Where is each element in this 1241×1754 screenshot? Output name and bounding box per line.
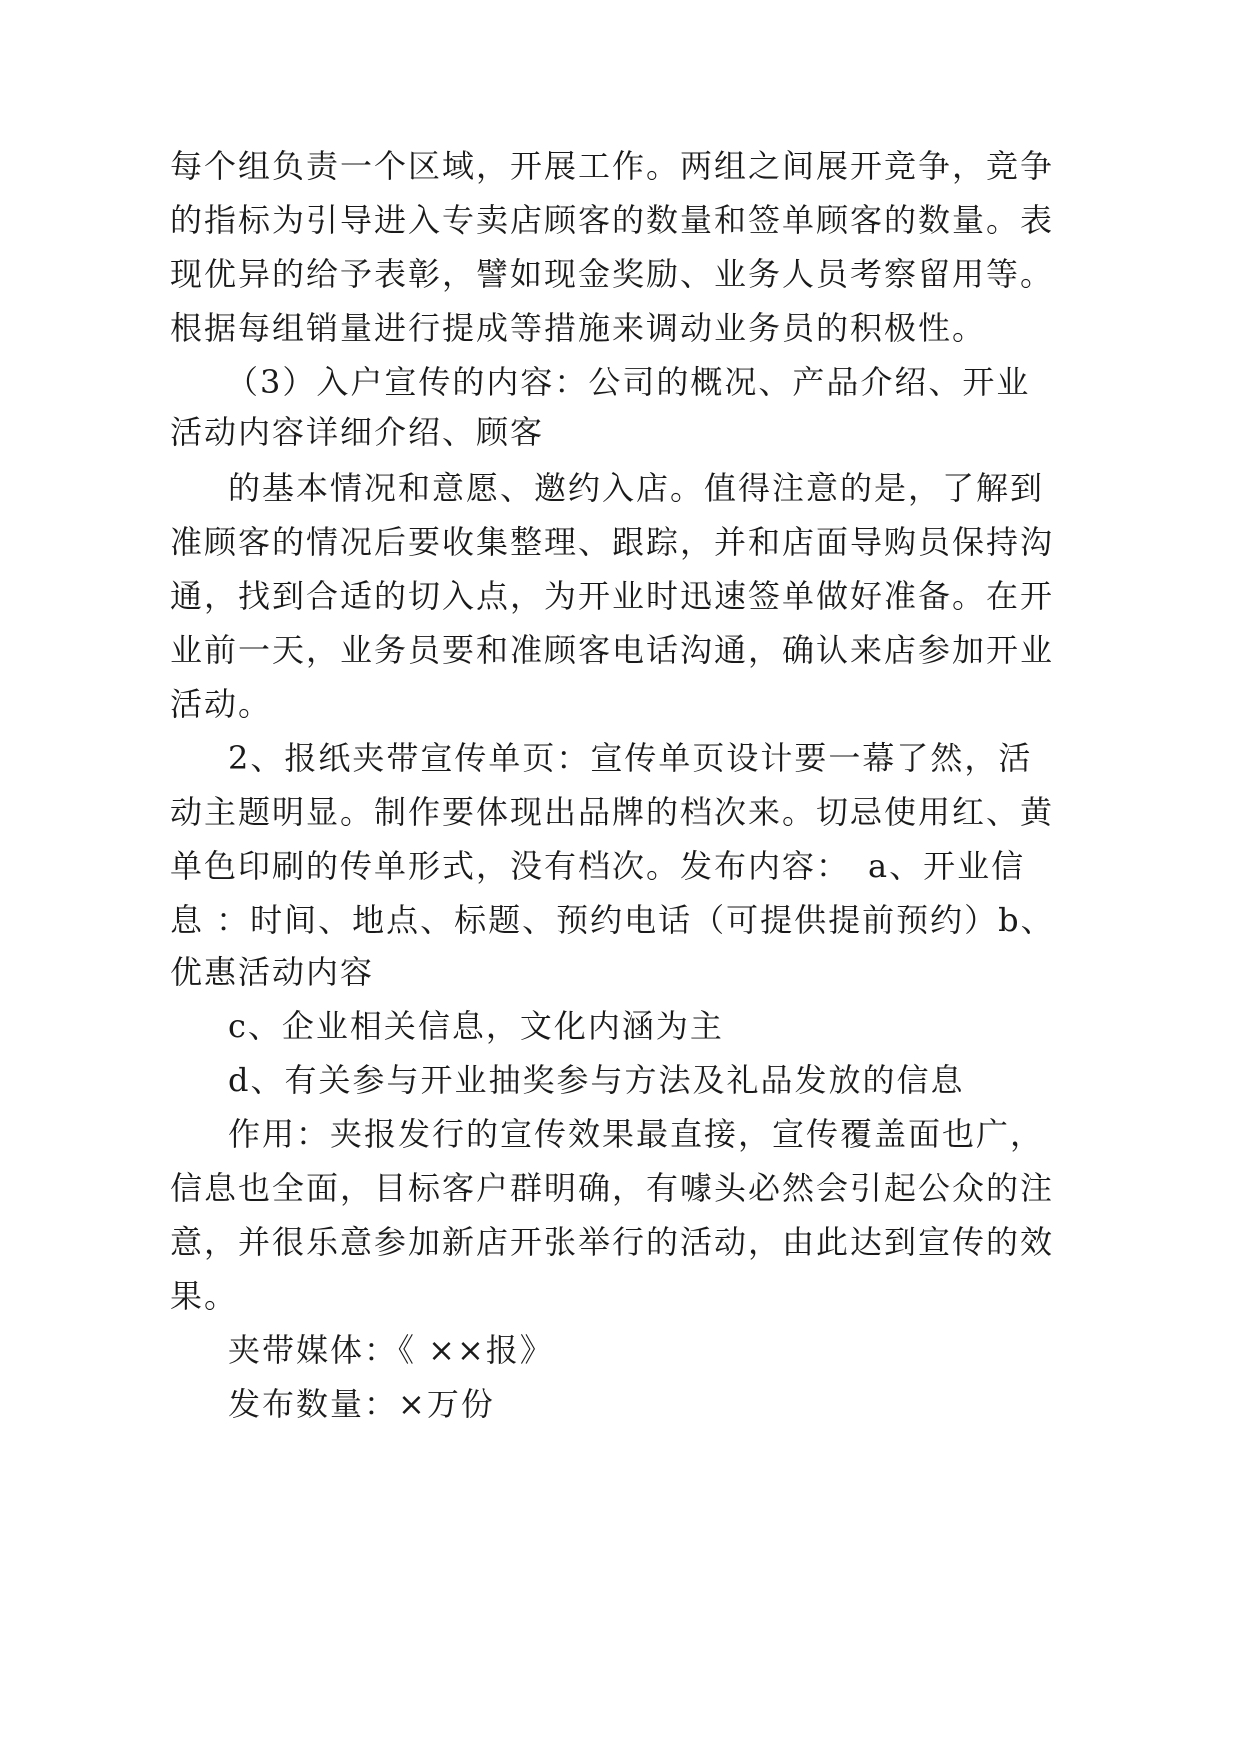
body-text-line: 2、报纸夹带宣传单页：宣传单页设计要一幕了然，活 [228, 739, 1033, 777]
body-text-line: 作用：夹报发行的宣传效果最直接，宣传覆盖面也广， [228, 1115, 1045, 1153]
body-text-line: 根据每组销量进行提成等措施来调动业务员的积极性。 [170, 309, 987, 347]
body-text-line: 夹带媒体：《 ××报》 [228, 1331, 554, 1369]
body-text-line: 单色印刷的传单形式，没有档次。发布内容： a、开业信 [170, 847, 1026, 885]
body-text-line: 动主题明显。制作要体现出品牌的档次来。切忌使用红、黄 [170, 793, 1055, 831]
body-text-line: 信息也全面，目标客户群明确，有噱头必然会引起公众的注 [170, 1169, 1055, 1207]
body-text-line: 的基本情况和意愿、邀约入店。值得注意的是，了解到 [228, 469, 1045, 507]
body-text-line: 息 ：时间、地点、标题、预约电话（可提供提前预约）b、 [170, 901, 1055, 939]
body-text-line: 优惠活动内容 [170, 953, 375, 991]
body-text-line: d、有关参与开业抽奖参与方法及礼品发放的信息 [228, 1061, 965, 1099]
body-text-line: 业前一天，业务员要和准顾客电话沟通，确认来店参加开业 [170, 631, 1055, 669]
body-text-line: 意，并很乐意参加新店开张举行的活动，由此达到宣传的效 [170, 1223, 1055, 1261]
body-text-line: （3）入户宣传的内容：公司的概况、产品介绍、开业 [226, 363, 1031, 401]
body-text-line: 活动内容详细介绍、顾客 [170, 413, 545, 451]
body-text-line: 每个组负责一个区域，开展工作。两组之间展开竞争，竞争 [170, 147, 1055, 185]
body-text-line: c、企业相关信息，文化内涵为主 [228, 1007, 724, 1045]
body-text-line: 活动。 [170, 685, 273, 723]
body-text-line: 发布数量：×万份 [228, 1385, 495, 1423]
body-text-line: 准顾客的情况后要收集整理、跟踪，并和店面导购员保持沟 [170, 523, 1055, 561]
body-text-line: 现优异的给予表彰，譬如现金奖励、业务人员考察留用等。 [170, 255, 1055, 293]
body-text-line: 通，找到合适的切入点，为开业时迅速签单做好准备。在开 [170, 577, 1055, 615]
body-text-line: 的指标为引导进入专卖店顾客的数量和签单顾客的数量。表 [170, 201, 1055, 239]
body-text-line: 果。 [170, 1277, 239, 1315]
